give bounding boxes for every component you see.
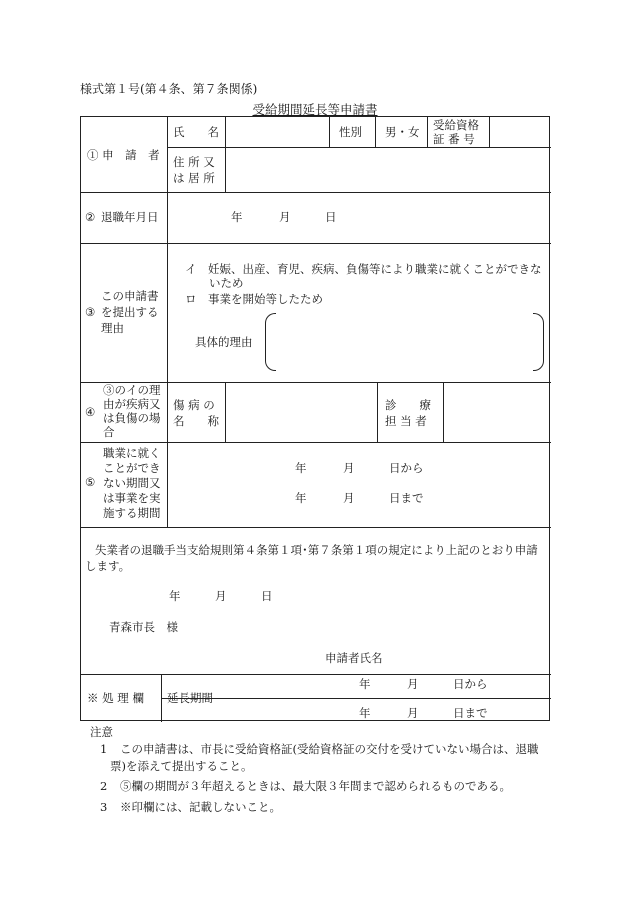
note-item <box>100 741 538 757</box>
application-form-table <box>80 116 550 721</box>
form-number: 様式第１号(第４条、第７条関係) <box>80 82 258 96</box>
cert-number-field[interactable] <box>491 118 549 146</box>
doctor-field[interactable] <box>445 384 549 440</box>
declaration-month: 月 <box>215 589 227 603</box>
rule <box>225 117 226 192</box>
note-number: 3 <box>100 800 108 814</box>
rule <box>489 117 490 147</box>
note-number: 2 <box>100 779 108 793</box>
rule <box>81 243 551 244</box>
applicant-label: ① 申 請 者 <box>87 148 160 162</box>
disease-label-line-2: 名 称 <box>173 414 219 428</box>
note-text: ※印欄には、記載しないこと。 <box>120 800 281 814</box>
period-to-year: 年 <box>295 491 307 505</box>
note-text: この申請書は、市長に受給資格証(受給資格証の交付を受けていない場合は、退職 <box>120 742 539 756</box>
rule <box>443 382 444 442</box>
concrete-reason-field[interactable] <box>277 315 531 367</box>
processing-from-day: 日から <box>453 677 488 691</box>
name-label: 氏 名 <box>173 125 219 139</box>
disease-name-field[interactable] <box>227 384 375 440</box>
period-label-line-5: 施する期間 <box>103 506 161 520</box>
processing-to-month: 月 <box>407 706 419 720</box>
doctor-label-line-2: 担 当 者 <box>385 414 427 428</box>
notes-heading: 注意 <box>90 725 113 739</box>
reason-option-i-line-1[interactable]: イ 妊娠、出産、育児、疾病、負傷等により職業に就くことができな <box>185 262 542 276</box>
injury-label-line-2: 由が疾病又 <box>103 397 161 411</box>
extension-period-label: 延長期間 <box>167 691 213 705</box>
doctor-label-line-1: 診 療 <box>385 398 431 412</box>
rule <box>167 117 168 527</box>
note-item-continuation: 票)を添えて提出すること。 <box>110 759 253 773</box>
retirement-label: 退職年月日 <box>101 210 159 224</box>
applicant-signature-label: 申請者氏名 <box>325 651 383 665</box>
bracket-right <box>533 313 544 371</box>
declaration-day: 日 <box>261 589 273 603</box>
rule <box>81 442 551 443</box>
rule <box>81 192 551 193</box>
note-item <box>100 778 511 794</box>
reason-option-i-line-2: いため <box>209 276 244 290</box>
rule <box>427 117 428 147</box>
name-field[interactable] <box>227 118 327 146</box>
concrete-reason-label: 具体的理由 <box>195 335 253 349</box>
address-field[interactable] <box>227 148 549 191</box>
period-label-line-4: は事業を実 <box>103 491 161 505</box>
reason-label-line-2: を提出する <box>101 305 159 319</box>
rule <box>375 117 376 147</box>
processing-to-year: 年 <box>359 706 371 720</box>
rule <box>81 527 551 528</box>
retirement-year: 年 <box>231 210 243 224</box>
processing-to-day: 日まで <box>453 706 488 720</box>
rule <box>329 117 330 147</box>
address-label-line-2: は 居 所 <box>173 171 215 185</box>
injury-label-line-3: は負傷の場 <box>103 411 161 425</box>
cert-label-line-2: 証 番 号 <box>433 132 475 146</box>
gender-label: 性別 <box>339 125 362 139</box>
retirement-month: 月 <box>279 210 291 224</box>
declaration-year: 年 <box>169 589 181 603</box>
period-from-day: 日から <box>389 461 424 475</box>
bracket-left <box>265 313 276 371</box>
cert-label-line-1: 受給資格 <box>433 118 479 132</box>
processing-label: ※ 処 理 欄 <box>87 691 144 705</box>
period-label-line-2: ことができ <box>103 461 161 475</box>
address-label-line-1: 住 所 又 <box>173 155 215 169</box>
applicant-signature-field[interactable] <box>401 647 547 669</box>
injury-label-line-1: ③のイの理 <box>103 383 161 397</box>
addressee: 青森市長 様 <box>109 620 178 634</box>
gender-options[interactable]: 男・女 <box>385 125 420 139</box>
period-to-month: 月 <box>343 491 355 505</box>
period-from-month: 月 <box>343 461 355 475</box>
note-number: 1 <box>100 742 108 756</box>
note-item <box>100 799 281 815</box>
disease-label-line-1: 傷 病 の <box>173 398 215 412</box>
retirement-date-field[interactable] <box>169 194 549 241</box>
processing-from-year: 年 <box>359 677 371 691</box>
retirement-number: ② <box>85 210 96 224</box>
processing-from-month: 月 <box>407 677 419 691</box>
period-label-line-3: ない期間又 <box>103 476 161 490</box>
rule <box>81 674 551 675</box>
reason-label-line-1: この申請書 <box>101 289 159 303</box>
period-to-day: 日まで <box>389 491 424 505</box>
reason-option-ro[interactable]: ロ 事業を開始等したため <box>185 292 323 306</box>
rule <box>377 382 378 442</box>
period-number: ⑤ <box>85 475 96 489</box>
rule <box>225 382 226 442</box>
form-title: 受給期間延長等申請書 <box>252 102 378 117</box>
period-label-line-1: 職業に就く <box>103 446 161 460</box>
period-field[interactable] <box>169 444 549 525</box>
injury-number: ④ <box>85 405 96 419</box>
rule <box>161 698 551 699</box>
period-from-year: 年 <box>295 461 307 475</box>
reason-label-line-3: 理由 <box>101 321 124 335</box>
injury-label-line-4: 合 <box>103 425 115 439</box>
reason-number: ③ <box>85 305 96 319</box>
retirement-day: 日 <box>325 210 337 224</box>
declaration-text-line-1: 失業者の退職手当支給規則第４条第１項･第７条第１項の規定により上記のとおり申請 <box>95 543 538 557</box>
note-text: ⑤欄の期間が３年超えるときは、最大限３年間まで認められるものである。 <box>120 779 511 793</box>
rule <box>161 674 162 722</box>
declaration-text-line-2: します。 <box>85 559 131 573</box>
